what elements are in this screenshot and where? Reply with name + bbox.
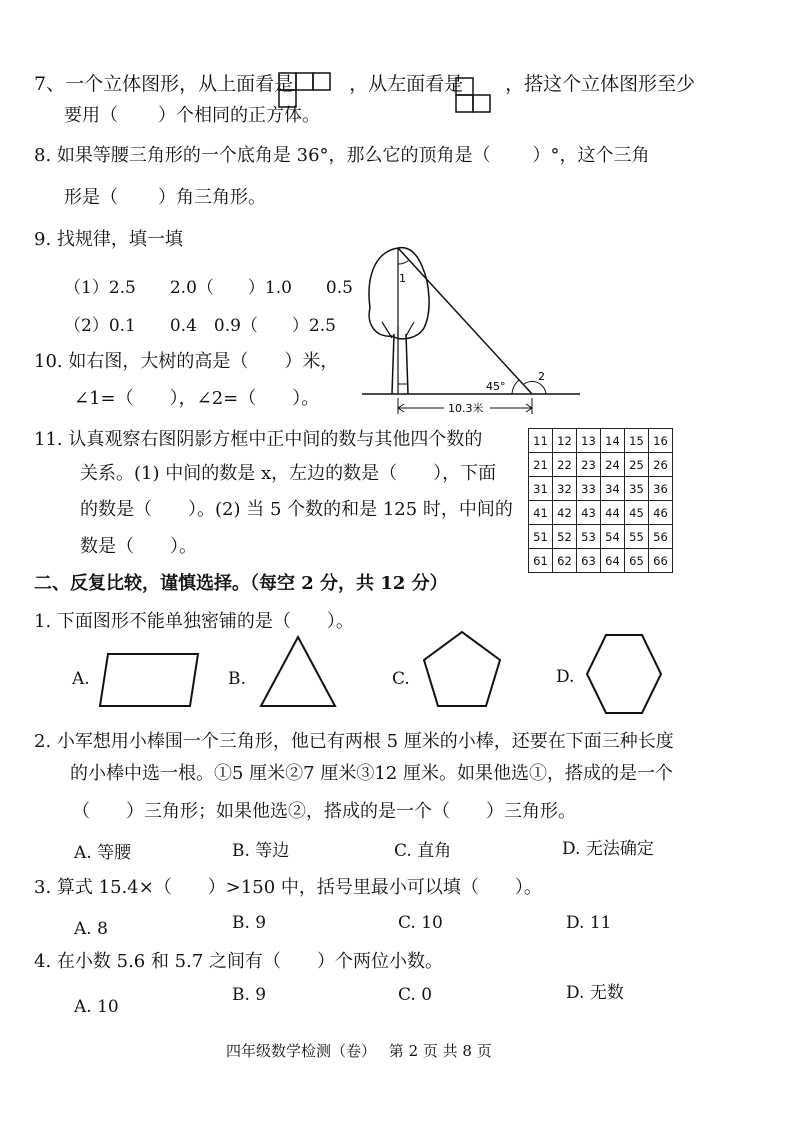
q8-line1 [34,144,650,168]
triangle-shape [258,634,338,710]
q10-line2: ∠1=（ ），∠2=（ ）。 [74,388,320,409]
tree-figure [352,238,582,420]
grid-cell: 55 [625,525,649,549]
c1-option-d: D. [556,667,575,687]
q7-line2 [64,104,320,128]
grid-cell: 25 [625,453,649,477]
c2-line3: （ ）三角形；如果他选②，搭成的是一个（ ）三角形。 [72,801,576,822]
q8-line2 [64,186,266,210]
number-grid [528,428,673,573]
right-angle-mark [398,384,408,394]
grid-cell: 56 [649,525,673,549]
sight-line [398,248,532,394]
grid-cell: 36 [649,477,673,501]
grid-cell: 64 [601,549,625,573]
grid-cell: 66 [649,549,673,573]
q7-text-c: ，搭这个立体图形至少 [505,73,696,95]
angle45-arc [512,380,519,394]
grid-cell: 14 [601,429,625,453]
c2-line1: 2. 小军想用小棒围一个三角形，他已有两根 5 厘米的小棒，还要在下面三种长度 [34,731,674,752]
grid-cell: 22 [553,453,577,477]
grid-cell: 13 [577,429,601,453]
grid-cell: 42 [553,501,577,525]
grid-cell: 31 [529,477,553,501]
q11-line2: 关系。(1) 中间的数是 x，左边的数是（ ），下面 [80,463,497,484]
footer-page-number: 第 2 页 共 8 页 [388,1042,492,1060]
q8-text-a: 8. 如果等腰三角形的一个底角是 36°，那么它的顶角是（ [34,145,491,166]
grid-cell: 15 [625,429,649,453]
q7-text-a: 7、一个立体图形，从上面看是 [34,73,294,95]
hexagon-shape [584,632,664,716]
q8-text-c: 形是（ [64,187,118,208]
grid-cell: 41 [529,501,553,525]
section2-title: 二、反复比较，谨慎选择。（每空 2 分，共 12 分） [34,573,448,594]
grid-cell: 34 [601,477,625,501]
grid-cell: 62 [553,549,577,573]
c3-option-a: A. 8 [74,919,108,939]
q7-text-b: ，从左面看是 [349,73,464,95]
grid-cell: 21 [529,453,553,477]
tree-trunk [392,334,408,394]
c2-option-c: C. 直角 [394,841,452,861]
grid-cell: 63 [577,549,601,573]
angle1-arc [398,260,409,264]
c3-question: 3. 算式 15.4×（ ）>150 中，括号里最小可以填（ ）。 [34,877,542,898]
q9-title: 9. 找规律，填一填 [34,229,183,250]
grid-cell: 45 [625,501,649,525]
grid-cell: 33 [577,477,601,501]
c4-option-a: A. 10 [74,997,119,1017]
grid-cell: 52 [553,525,577,549]
grid-cell: 61 [529,549,553,573]
footer-title: 四年级数学检测（卷） [226,1042,377,1060]
grid-cell: 16 [649,429,673,453]
grid-row [529,501,673,525]
grid-cell: 53 [577,525,601,549]
c1-option-a: A. [72,669,90,689]
page-footer [226,1040,500,1061]
q8-text-b: ）°，这个三角 [532,145,650,166]
grid-cell: 54 [601,525,625,549]
c1-option-c: C. [392,669,410,689]
angle2-label: 2 [538,370,545,383]
c2-option-b: B. 等边 [232,841,290,861]
grid-row [529,453,673,477]
c4-option-b: B. 9 [232,985,267,1005]
q7-left-view-figure [455,77,495,117]
grid-cell: 26 [649,453,673,477]
q7-line1 [34,72,695,96]
grid-row [529,525,673,549]
angle1-label: 1 [399,272,406,285]
grid-cell: 46 [649,501,673,525]
c4-question: 4. 在小数 5.6 和 5.7 之间有（ ）个两位小数。 [34,951,444,972]
grid-cell: 35 [625,477,649,501]
c3-option-b: B. 9 [232,913,267,933]
grid-cell: 11 [529,429,553,453]
grid-cell: 12 [553,429,577,453]
c1-option-b: B. [228,669,246,689]
grid-cell: 44 [601,501,625,525]
grid-row [529,477,673,501]
c2-option-a: A. 等腰 [74,843,132,863]
q7-text-e: ）个相同的正方体。 [158,105,320,126]
q11-line4: 数是（ ）。 [80,536,197,557]
parallelogram-shape [98,650,202,710]
grid-row [529,549,673,573]
distance-label: 10.3米 [448,402,484,415]
c4-option-c: C. 0 [398,985,433,1005]
c2-option-d: D. 无法确定 [562,839,654,859]
grid-row [529,429,673,453]
q10-line1: 10. 如右图，大树的高是（ ）米， [34,351,339,372]
grid-cell: 51 [529,525,553,549]
c3-option-d: D. 11 [566,913,612,933]
grid-cell: 24 [601,453,625,477]
angle2-arc [524,381,546,394]
q11-line1: 11. 认真观察右图阴影方框中正中间的数与其他四个数的 [34,429,483,450]
tree-crown [369,248,429,339]
q8-text-d: ）角三角形。 [158,187,266,208]
c3-option-c: C. 10 [398,913,443,933]
q9-row1: （1）2.5 2.0（ ）1.0 0.5 [64,278,353,298]
grid-cell: 32 [553,477,577,501]
angle45-label: 45° [486,380,506,393]
q11-line3: 的数是（ ）。(2) 当 5 个数的和是 125 时，中间的 [80,499,513,520]
q9-row2: （2）0.1 0.4 0.9（ ）2.5 [64,316,336,336]
pentagon-shape [420,628,504,712]
grid-cell: 23 [577,453,601,477]
grid-cell: 65 [625,549,649,573]
q7-text-d: 要用（ [64,105,118,126]
grid-cell: 43 [577,501,601,525]
c2-line2: 的小棒中选一根。①5 厘米②7 厘米③12 厘米。如果他选①，搭成的是一个 [70,763,673,784]
c4-option-d: D. 无数 [566,983,624,1003]
c1-question: 1. 下面图形不能单独密铺的是（ ）。 [34,611,354,632]
